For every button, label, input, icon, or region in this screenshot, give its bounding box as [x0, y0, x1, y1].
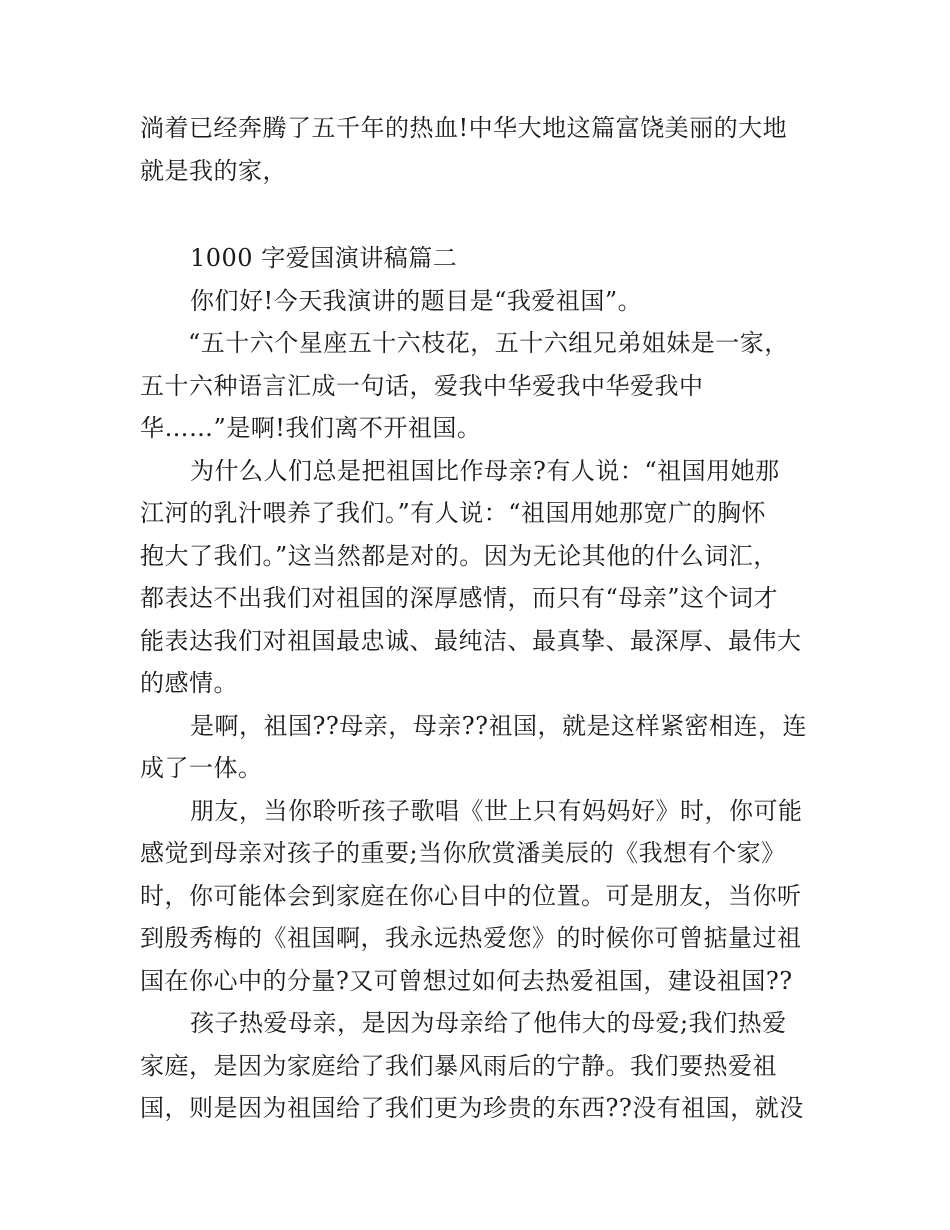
text-line: 成了一体。	[140, 754, 263, 782]
section-heading: 1000 字爱国演讲稿篇二	[190, 244, 458, 272]
text-line: 是啊，祖国??母亲，母亲??祖国，就是这样紧密相连，连	[190, 712, 807, 740]
text-line: 感觉到母亲对孩子的重要;当你欣赏潘美辰的《我想有个家》	[140, 839, 786, 867]
text-line: 抱大了我们。”这当然都是对的。因为无论其他的什么词汇，	[140, 542, 778, 570]
text-line: “五十六个星座五十六枝花，五十六组兄弟姐妹是一家，	[188, 329, 789, 357]
text-line: 淌着已经奔腾了五千年的热血!中华大地这篇富饶美丽的大地	[140, 114, 788, 142]
text-line: 就是我的家，	[140, 157, 287, 185]
text-line: 都表达不出我们对祖国的深厚感情，而只有“母亲”这个词才	[140, 584, 779, 612]
text-line: 到殷秀梅的《祖国啊，我永远热爱您》的时候你可曾掂量过祖	[140, 924, 802, 952]
text-line: 朋友，当你聆听孩子歌唱《世上只有妈妈好》时，你可能	[190, 797, 803, 825]
text-line: 江河的乳汁喂养了我们。”有人说：“祖国用她那宽广的胸怀	[140, 499, 767, 527]
text-line: 华……”是啊!我们离不开祖国。	[140, 414, 482, 442]
text-line: 国，则是因为祖国给了我们更为珍贵的东西??没有祖国，就没	[140, 1094, 804, 1122]
text-line: 时，你可能体会到家庭在你心目中的位置。可是朋友，当你听	[140, 882, 802, 910]
text-line: 孩子热爱母亲，是因为母亲给了他伟大的母爱;我们热爱	[190, 1009, 787, 1037]
text-line: 能表达我们对祖国最忠诚、最纯洁、最真挚、最深厚、最伟大	[140, 627, 802, 655]
text-line: 为什么人们总是把祖国比作母亲?有人说：“祖国用她那	[190, 457, 780, 485]
text-line: 家庭，是因为家庭给了我们暴风雨后的宁静。我们要热爱祖	[140, 1052, 777, 1080]
text-line: 的感情。	[140, 669, 238, 697]
text-line: 国在你心中的分量?又可曾想过如何去热爱祖国，建设祖国??	[140, 967, 793, 995]
text-line: 你们好!今天我演讲的题目是“我爱祖国”。	[190, 287, 643, 315]
text-line: 五十六种语言汇成一句话，爱我中华爱我中华爱我中	[140, 372, 704, 400]
